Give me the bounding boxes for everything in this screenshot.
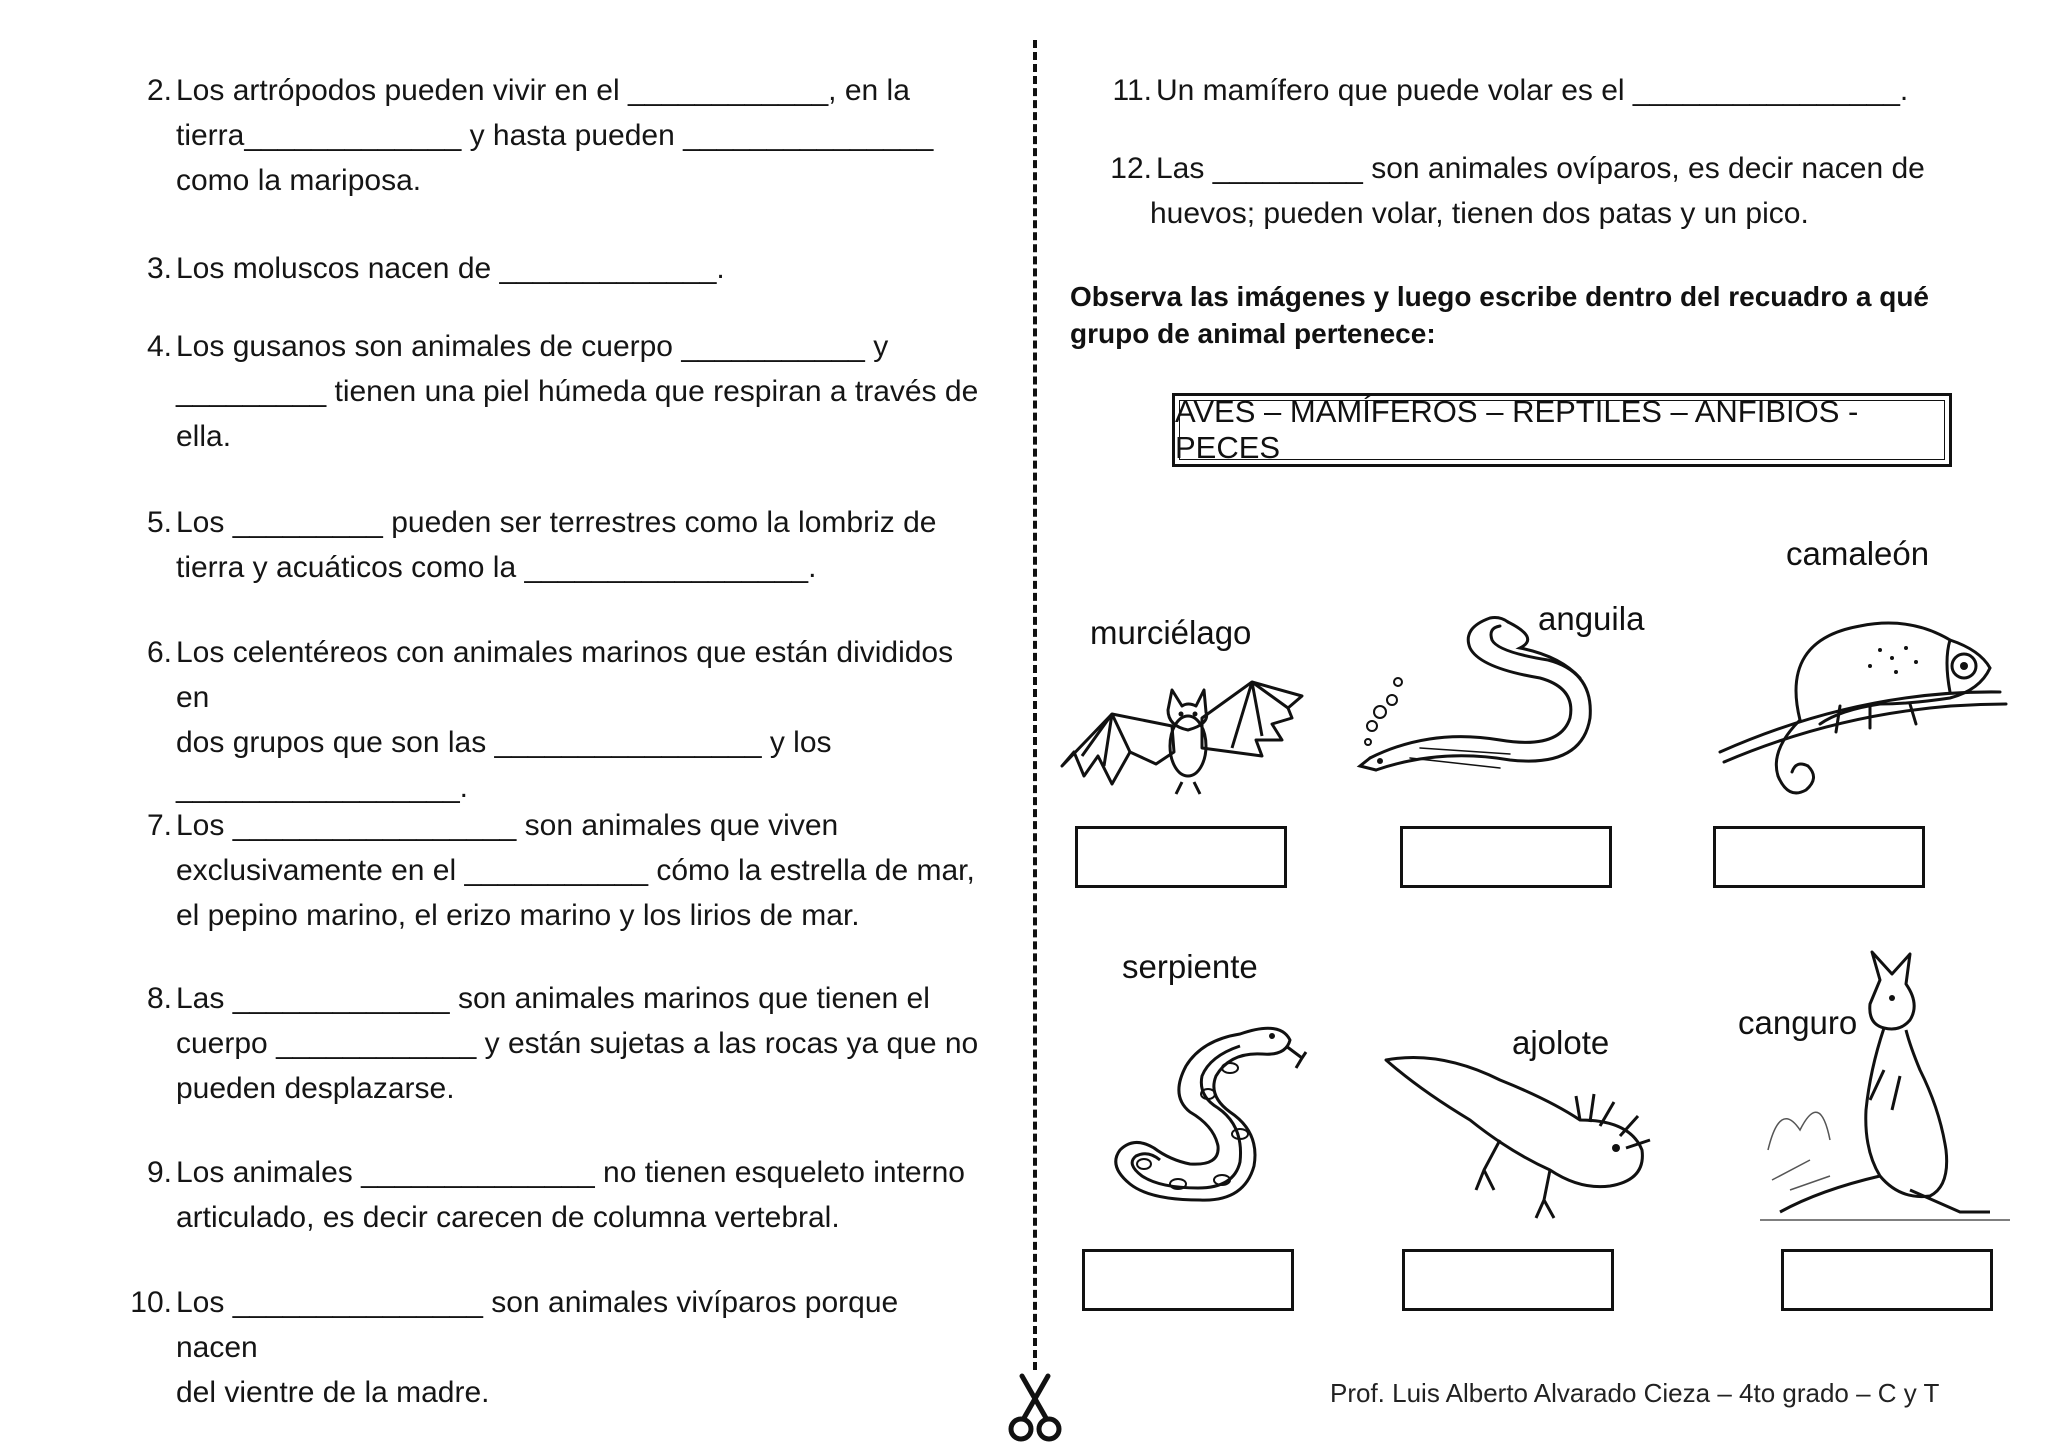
question-line: Las _____________ son animales marinos que tienen el bbox=[176, 982, 930, 1015]
question-line: Los moluscos nacen de _____________. bbox=[176, 252, 725, 285]
answer-box-axolotl[interactable] bbox=[1402, 1249, 1614, 1311]
question-4 bbox=[130, 324, 980, 459]
question-line: Los _________________ son animales que viven bbox=[176, 809, 839, 842]
bat-illustration bbox=[1052, 656, 1312, 796]
question-line: _________________. bbox=[176, 771, 468, 804]
question-number: 4. bbox=[146, 330, 172, 363]
axolotl-illustration bbox=[1380, 1040, 1660, 1230]
label-bat: murciélago bbox=[1090, 614, 1252, 651]
question-line: tierra_____________ y hasta pueden _______________ bbox=[176, 119, 934, 152]
question-8 bbox=[130, 976, 980, 1111]
question-line: pueden desplazarse. bbox=[176, 1072, 455, 1105]
question-line: Los animales ______________ no tienen esqueleto interno bbox=[176, 1156, 965, 1189]
question-line: como la mariposa. bbox=[176, 164, 422, 197]
question-line: Los _______________ son animales vivíparos porque nacen bbox=[176, 1286, 899, 1364]
question-line: cuerpo ____________ y están sujetas a las rocas ya que no bbox=[176, 1027, 979, 1060]
question-line: Los celentéreos con animales marinos que están divididos en bbox=[176, 636, 954, 714]
question-number: 2. bbox=[146, 74, 172, 107]
question-line: articulado, es decir carecen de columna vertebral. bbox=[176, 1201, 840, 1234]
question-number: 9. bbox=[146, 1156, 172, 1189]
question-11 bbox=[1110, 68, 1960, 113]
question-line: Los artrópodos pueden vivir en el ____________, en la bbox=[176, 74, 910, 107]
label-snake: serpiente bbox=[1122, 948, 1258, 985]
label-eel: anguila bbox=[1538, 600, 1645, 637]
question-number: 11. bbox=[1112, 74, 1152, 107]
question-line: del vientre de la madre. bbox=[176, 1376, 490, 1409]
question-number: 6. bbox=[146, 636, 172, 669]
question-number: 10. bbox=[130, 1286, 172, 1319]
cut-line bbox=[1033, 40, 1037, 1370]
question-12 bbox=[1110, 146, 1960, 236]
question-line: Las _________ son animales ovíparos, es decir nacen de bbox=[1156, 152, 1925, 185]
question-line: Los gusanos son animales de cuerpo ___________ y bbox=[176, 330, 889, 363]
answer-box-bat[interactable] bbox=[1075, 826, 1287, 888]
answer-box-snake[interactable] bbox=[1082, 1249, 1294, 1311]
author-footer: Prof. Luis Alberto Alvarado Cieza – 4to grado – C y T bbox=[1330, 1378, 1940, 1408]
question-line: Un mamífero que puede volar es el ________________. bbox=[1156, 74, 1909, 107]
instruction-text: Observa las imágenes y luego escribe dentro del recuadro a qué grupo de animal pertenece: bbox=[1070, 281, 1929, 349]
question-5 bbox=[130, 500, 980, 590]
question-line: ella. bbox=[176, 420, 232, 453]
answer-box-kangaroo[interactable] bbox=[1781, 1249, 1993, 1311]
question-number: 5. bbox=[146, 506, 172, 539]
question-7 bbox=[130, 803, 980, 938]
question-line: huevos; pueden volar, tienen dos patas y un pico. bbox=[1150, 197, 1809, 230]
question-2 bbox=[130, 68, 980, 203]
question-line: _________ tienen una piel húmeda que respiran a través de bbox=[176, 375, 979, 408]
scissors-icon bbox=[1008, 1372, 1062, 1444]
question-9 bbox=[130, 1150, 980, 1240]
question-line: tierra y acuáticos como la _________________. bbox=[176, 551, 817, 584]
question-number: 3. bbox=[146, 252, 172, 285]
question-number: 12. bbox=[1110, 152, 1152, 185]
question-6 bbox=[130, 630, 980, 810]
question-line: Los _________ pueden ser terrestres como la lombriz de bbox=[176, 506, 937, 539]
answer-box-chameleon[interactable] bbox=[1713, 826, 1925, 888]
snake-illustration bbox=[1090, 1016, 1310, 1216]
question-number: 7. bbox=[146, 809, 172, 842]
label-axolotl: ajolote bbox=[1512, 1024, 1610, 1061]
label-chameleon: camaleón bbox=[1786, 535, 1930, 572]
question-10 bbox=[130, 1280, 980, 1415]
chameleon-illustration bbox=[1710, 600, 2010, 810]
question-line: el pepino marino, el erizo marino y los lirios de mar. bbox=[176, 899, 860, 932]
eel-illustration bbox=[1350, 608, 1620, 798]
label-kangaroo: canguro bbox=[1738, 1004, 1858, 1041]
answer-box-eel[interactable] bbox=[1400, 826, 1612, 888]
question-line: exclusivamente en el ___________ cómo la estrella de mar, bbox=[176, 854, 975, 887]
animal-groups-box bbox=[1172, 393, 1952, 467]
animal-groups-text: AVES – MAMÍFEROS – REPTILES – ANFIBIOS - PECES bbox=[1175, 394, 1859, 465]
question-line: dos grupos que son las ________________ y los bbox=[176, 726, 832, 759]
question-number: 8. bbox=[146, 982, 172, 1015]
kangaroo-illustration bbox=[1760, 950, 2010, 1230]
question-3 bbox=[130, 246, 980, 291]
